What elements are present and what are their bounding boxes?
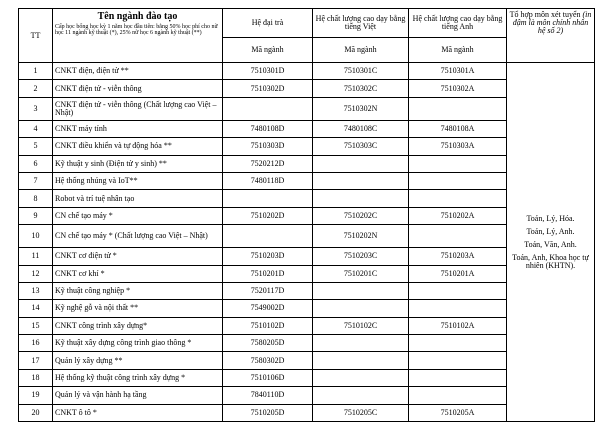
code-hq-vi [313, 352, 409, 369]
code-hq-vi: 7510301C [313, 63, 409, 80]
major-name: CNKT điều khiển và tự động hóa ** [53, 138, 223, 155]
major-name: Robot và trí tuệ nhân tạo [53, 190, 223, 207]
major-name: CNKT cơ khí * [53, 265, 223, 282]
major-name: CNKT cơ điện tử * [53, 248, 223, 265]
combination-item: Toán, Lý, Hóa. [526, 213, 575, 223]
combination-list [507, 63, 595, 422]
code-hq-en [409, 172, 507, 189]
code-hq-en [409, 225, 507, 248]
code-header-hq-vi: Mã ngành [313, 38, 409, 63]
combination-header [507, 9, 595, 63]
majors-table [18, 8, 595, 422]
code-regular: 7510303D [223, 138, 313, 155]
hq-english-header: Hệ chất lượng cao dạy bằng tiếng Anh [409, 9, 507, 38]
code-regular: 7510102D [223, 317, 313, 334]
code-header-regular: Mã ngành [223, 38, 313, 63]
code-regular: 7480108D [223, 120, 313, 137]
code-hq-vi [313, 190, 409, 207]
scholarship-note: Cấp học bổng học kỳ 1 năm học đầu tiên: bằng 50% học phí cho nữ học 11 ngành kỹ thuật (*), 25% nữ học 6 ngành kỹ thuật (**) [55, 24, 218, 37]
combination-item: Toán, Văn, Anh. [524, 239, 577, 249]
major-name: Kỹ nghệ gỗ và nội thất ** [53, 300, 223, 317]
code-regular: 7510203D [223, 248, 313, 265]
major-name: Kỹ thuật xây dựng công trình giao thông * [53, 335, 223, 352]
code-regular [223, 190, 313, 207]
major-name: Hệ thống nhúng và IoT** [53, 172, 223, 189]
code-regular: 7520117D [223, 282, 313, 299]
code-hq-vi [313, 300, 409, 317]
major-name: CN chế tạo máy * (Chất lượng cao Việt – Nhật) [53, 225, 223, 248]
hq-vietnamese-header: Hệ chất lượng cao dạy bằng tiếng Việt [313, 9, 409, 38]
code-hq-vi: 7510302C [313, 80, 409, 97]
code-hq-en: 7510202A [409, 207, 507, 224]
code-hq-vi: 7510102C [313, 317, 409, 334]
major-name: CNKT điện, điện tử ** [53, 63, 223, 80]
row-number: 20 [19, 404, 53, 421]
code-regular: 7520212D [223, 155, 313, 172]
code-hq-en: 7510201A [409, 265, 507, 282]
code-regular [223, 225, 313, 248]
row-number: 18 [19, 369, 53, 386]
code-hq-vi: 7510201C [313, 265, 409, 282]
major-name: CNKT máy tính [53, 120, 223, 137]
row-number: 11 [19, 248, 53, 265]
code-hq-vi: 7510205C [313, 404, 409, 421]
code-hq-en [409, 369, 507, 386]
code-regular: 7510302D [223, 80, 313, 97]
row-number: 19 [19, 387, 53, 404]
major-name: CNKT công trình xây dựng* [53, 317, 223, 334]
code-hq-vi: 7480108C [313, 120, 409, 137]
code-regular: 7510205D [223, 404, 313, 421]
code-hq-vi: 7510303C [313, 138, 409, 155]
row-number: 7 [19, 172, 53, 189]
major-name: Quản lý và vận hành hạ tầng [53, 387, 223, 404]
row-number: 3 [19, 97, 53, 120]
code-hq-en: 7480108A [409, 120, 507, 137]
code-regular: 7549002D [223, 300, 313, 317]
row-number: 16 [19, 335, 53, 352]
code-hq-en [409, 97, 507, 120]
code-regular: 7510301D [223, 63, 313, 80]
code-hq-vi: 7510202N [313, 225, 409, 248]
code-hq-en [409, 300, 507, 317]
code-regular: 7480118D [223, 172, 313, 189]
major-name: CNKT điện tử - viễn thông [53, 80, 223, 97]
row-number: 4 [19, 120, 53, 137]
major-name: Hệ thống kỹ thuật công trình xây dựng * [53, 369, 223, 386]
code-hq-vi [313, 387, 409, 404]
code-hq-en: 7510301A [409, 63, 507, 80]
code-hq-en: 7510302A [409, 80, 507, 97]
major-name: CN chế tạo máy * [53, 207, 223, 224]
code-hq-en [409, 352, 507, 369]
code-hq-en [409, 387, 507, 404]
code-regular: 7580302D [223, 352, 313, 369]
combination-header-title: Tổ hợp môn xét tuyển [509, 10, 581, 19]
code-hq-en [409, 282, 507, 299]
row-number: 1 [19, 63, 53, 80]
code-regular [223, 97, 313, 120]
major-name-header [53, 9, 223, 63]
major-name: CNKT điện tử - viễn thông (Chất lượng cao Việt – Nhật) [53, 97, 223, 120]
code-hq-vi [313, 369, 409, 386]
row-number: 17 [19, 352, 53, 369]
code-regular: 7840110D [223, 387, 313, 404]
row-number: 14 [19, 300, 53, 317]
code-regular: 7580205D [223, 335, 313, 352]
row-number: 9 [19, 207, 53, 224]
code-hq-en [409, 335, 507, 352]
major-name: CNKT ô tô * [53, 404, 223, 421]
code-hq-vi [313, 335, 409, 352]
row-number: 12 [19, 265, 53, 282]
row-number: 5 [19, 138, 53, 155]
major-name: Kỹ thuật y sinh (Điện tử y sinh) ** [53, 155, 223, 172]
code-hq-en: 7510205A [409, 404, 507, 421]
combination-header-note: (in đậm là môn chính nhân hệ số 2) [512, 10, 592, 35]
code-hq-vi: 7510203C [313, 248, 409, 265]
code-hq-en [409, 190, 507, 207]
row-number: 10 [19, 225, 53, 248]
row-number: 15 [19, 317, 53, 334]
code-hq-en: 7510203A [409, 248, 507, 265]
regular-program-header: Hệ đại trà [223, 9, 313, 38]
code-regular: 7510202D [223, 207, 313, 224]
code-regular: 7510106D [223, 369, 313, 386]
code-hq-vi: 7510202C [313, 207, 409, 224]
code-hq-en: 7510303A [409, 138, 507, 155]
code-hq-vi [313, 172, 409, 189]
combination-item: Toán, Anh, Khoa học tự nhiên (KHTN). [512, 252, 589, 270]
code-regular: 7510201D [223, 265, 313, 282]
row-number: 6 [19, 155, 53, 172]
major-name: Kỹ thuật công nghiệp * [53, 282, 223, 299]
row-number: 8 [19, 190, 53, 207]
row-number: 2 [19, 80, 53, 97]
code-hq-en [409, 155, 507, 172]
major-name-title: Tên ngành đào tạo [97, 11, 178, 22]
combination-item: Toán, Lý, Anh. [526, 226, 575, 236]
tt-header: TT [19, 9, 53, 63]
row-number: 13 [19, 282, 53, 299]
code-hq-en: 7510102A [409, 317, 507, 334]
code-hq-vi [313, 155, 409, 172]
major-name: Quản lý xây dựng ** [53, 352, 223, 369]
code-hq-vi [313, 282, 409, 299]
code-hq-vi: 7510302N [313, 97, 409, 120]
table-row [19, 63, 595, 80]
code-header-hq-en: Mã ngành [409, 38, 507, 63]
